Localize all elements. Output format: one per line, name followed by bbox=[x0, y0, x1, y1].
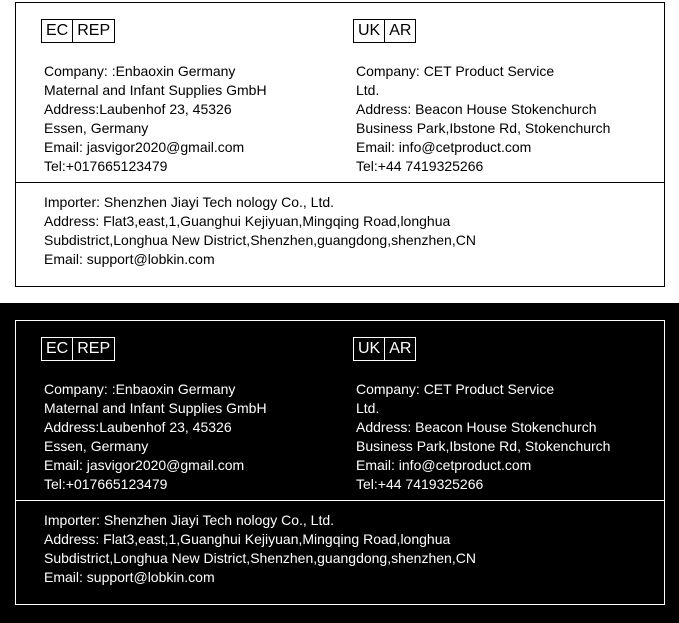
uk-ar-badge bbox=[353, 337, 416, 361]
uk-ar-phone: Tel:+44 7419325266 bbox=[356, 476, 484, 492]
ec-rep-details bbox=[44, 62, 267, 176]
uk-ar-company-line: Company: CET Product Service bbox=[356, 381, 555, 397]
label-dark-version bbox=[0, 303, 679, 623]
uk-ar-phone: Tel:+44 7419325266 bbox=[356, 158, 484, 174]
ec-rep-company-line: Company: :Enbaoxin Germany bbox=[44, 381, 236, 397]
uk-ar-details bbox=[356, 62, 610, 176]
ec-badge-text: EC bbox=[46, 22, 69, 39]
section-divider bbox=[16, 182, 664, 183]
label-frame bbox=[15, 2, 665, 287]
ec-rep-company-line-2: Maternal and Infant Supplies GmbH bbox=[44, 400, 267, 416]
ec-rep-address-line: Address:Laubenhof 23, 45326 bbox=[44, 419, 232, 435]
importer-details bbox=[44, 511, 476, 587]
rep-badge-text: REP bbox=[72, 20, 114, 42]
ar-badge-text: AR bbox=[384, 338, 415, 360]
importer-email: Email: support@lobkin.com bbox=[44, 569, 215, 585]
uk-ar-email: Email: info@cetproduct.com bbox=[356, 457, 532, 473]
importer-address-line-2: Subdistrict,Longhua New District,Shenzhen,guangdong,shenzhen,CN bbox=[44, 550, 476, 566]
ec-rep-email: Email: jasvigor2020@gmail.com bbox=[44, 139, 245, 155]
rep-badge-text: REP bbox=[72, 338, 114, 360]
importer-address-line: Address: Flat3,east,1,Guanghui Kejiyuan,Mingqing Road,longhua bbox=[44, 213, 451, 229]
ec-rep-badge bbox=[41, 337, 115, 361]
uk-badge-text: UK bbox=[358, 22, 381, 39]
ec-rep-address-line-2: Essen, Germany bbox=[44, 120, 149, 136]
ec-rep-company-line: Company: :Enbaoxin Germany bbox=[44, 63, 236, 79]
ec-rep-details bbox=[44, 380, 267, 494]
ec-rep-badge bbox=[41, 19, 115, 43]
ec-rep-phone: Tel:+017665123479 bbox=[44, 158, 168, 174]
importer-address-line-2: Subdistrict,Longhua New District,Shenzhen,guangdong,shenzhen,CN bbox=[44, 232, 476, 248]
uk-ar-address-line: Address: Beacon House Stokenchurch bbox=[356, 419, 597, 435]
label-light-version bbox=[0, 0, 679, 303]
ec-rep-email: Email: jasvigor2020@gmail.com bbox=[44, 457, 245, 473]
uk-ar-company-line-2: Ltd. bbox=[356, 400, 380, 416]
section-divider bbox=[16, 500, 664, 501]
ec-rep-company-line-2: Maternal and Infant Supplies GmbH bbox=[44, 82, 267, 98]
uk-badge-text: UK bbox=[358, 340, 381, 357]
ec-rep-phone: Tel:+017665123479 bbox=[44, 476, 168, 492]
uk-ar-details bbox=[356, 380, 610, 494]
uk-ar-email: Email: info@cetproduct.com bbox=[356, 139, 532, 155]
uk-ar-badge bbox=[353, 19, 416, 43]
ec-rep-address-line: Address:Laubenhof 23, 45326 bbox=[44, 101, 232, 117]
uk-ar-company-line: Company: CET Product Service bbox=[356, 63, 555, 79]
importer-name: Importer: Shenzhen Jiayi Tech nology Co., Ltd. bbox=[44, 194, 335, 210]
importer-email: Email: support@lobkin.com bbox=[44, 251, 215, 267]
uk-ar-address-line-2: Business Park,Ibstone Rd, Stokenchurch bbox=[356, 120, 611, 136]
importer-details bbox=[44, 193, 476, 269]
ar-badge-text: AR bbox=[384, 20, 415, 42]
uk-ar-company-line-2: Ltd. bbox=[356, 82, 380, 98]
ec-badge-text: EC bbox=[46, 340, 69, 357]
importer-name: Importer: Shenzhen Jiayi Tech nology Co., Ltd. bbox=[44, 512, 335, 528]
ec-rep-address-line-2: Essen, Germany bbox=[44, 438, 149, 454]
label-frame bbox=[15, 320, 665, 605]
uk-ar-address-line-2: Business Park,Ibstone Rd, Stokenchurch bbox=[356, 438, 611, 454]
uk-ar-address-line: Address: Beacon House Stokenchurch bbox=[356, 101, 597, 117]
importer-address-line: Address: Flat3,east,1,Guanghui Kejiyuan,Mingqing Road,longhua bbox=[44, 531, 451, 547]
